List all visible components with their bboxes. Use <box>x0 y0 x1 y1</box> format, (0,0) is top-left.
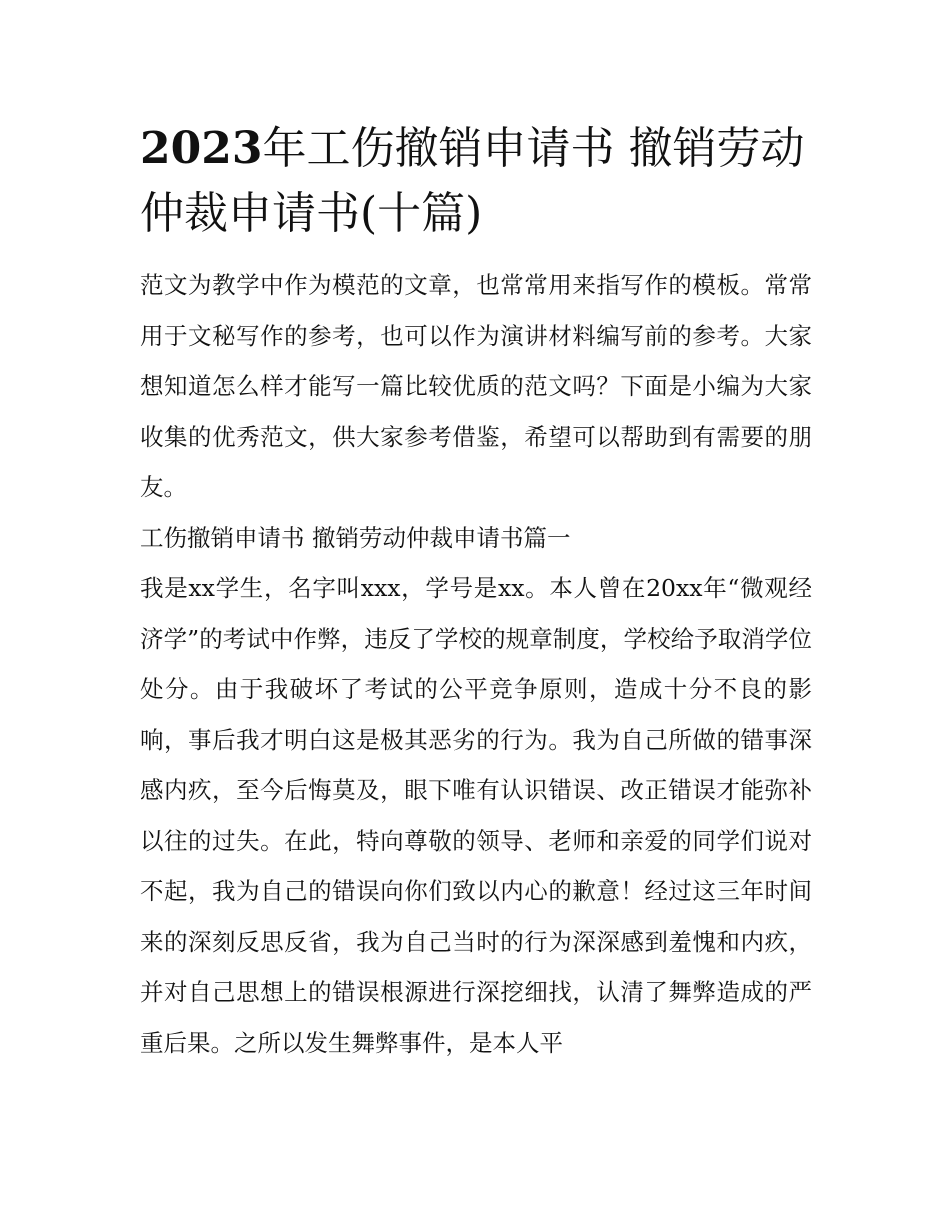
title-text: 年工伤撤销申请书 撤销劳动仲裁申请书(十篇) <box>140 123 805 239</box>
document-content <box>140 116 812 1068</box>
document-title <box>140 116 812 246</box>
section-paragraph: 我是xx学生，名字叫xxx，学号是xx。本人曾在20xx年“微观经济学”的考试中作弊，违反了学校的规章制度，学校给予取消学位处分。由于我破坏了考试的公平竞争原则，造成十分不良的影响，事后我才明白这是极其恶劣的行为。我为自己所做的错事深感内疚，至今后悔莫及，眼下唯有认识错误、改正错误才能弥补以往的过失。在此，特向尊敬的领导、老师和亲爱的同学们说对不起，我为自己的错误向你们致以内心的歉意！经过这三年时间来的深刻反思反省，我为自己当时的行为深深感到羞愧和内疚，并对自己思想上的错误根源进行深挖细找，认清了舞弊造成的严重后果。之所以发生舞弊事件，是本人平 <box>140 574 812 1057</box>
title-year: 2023 <box>140 123 263 174</box>
intro-paragraph: 范文为教学中作为模范的文章，也常常用来指写作的模板。常常用于文秘写作的参考，也可以作为演讲材料编写前的参考。大家想知道怎么样才能写一篇比较优质的范文吗？下面是小编为大家收集的优秀范文，供大家参考借鉴，希望可以帮助到有需要的朋友。 <box>140 271 812 501</box>
section-heading: 工伤撤销申请书 撤销劳动仲裁申请书篇一 <box>140 523 571 552</box>
